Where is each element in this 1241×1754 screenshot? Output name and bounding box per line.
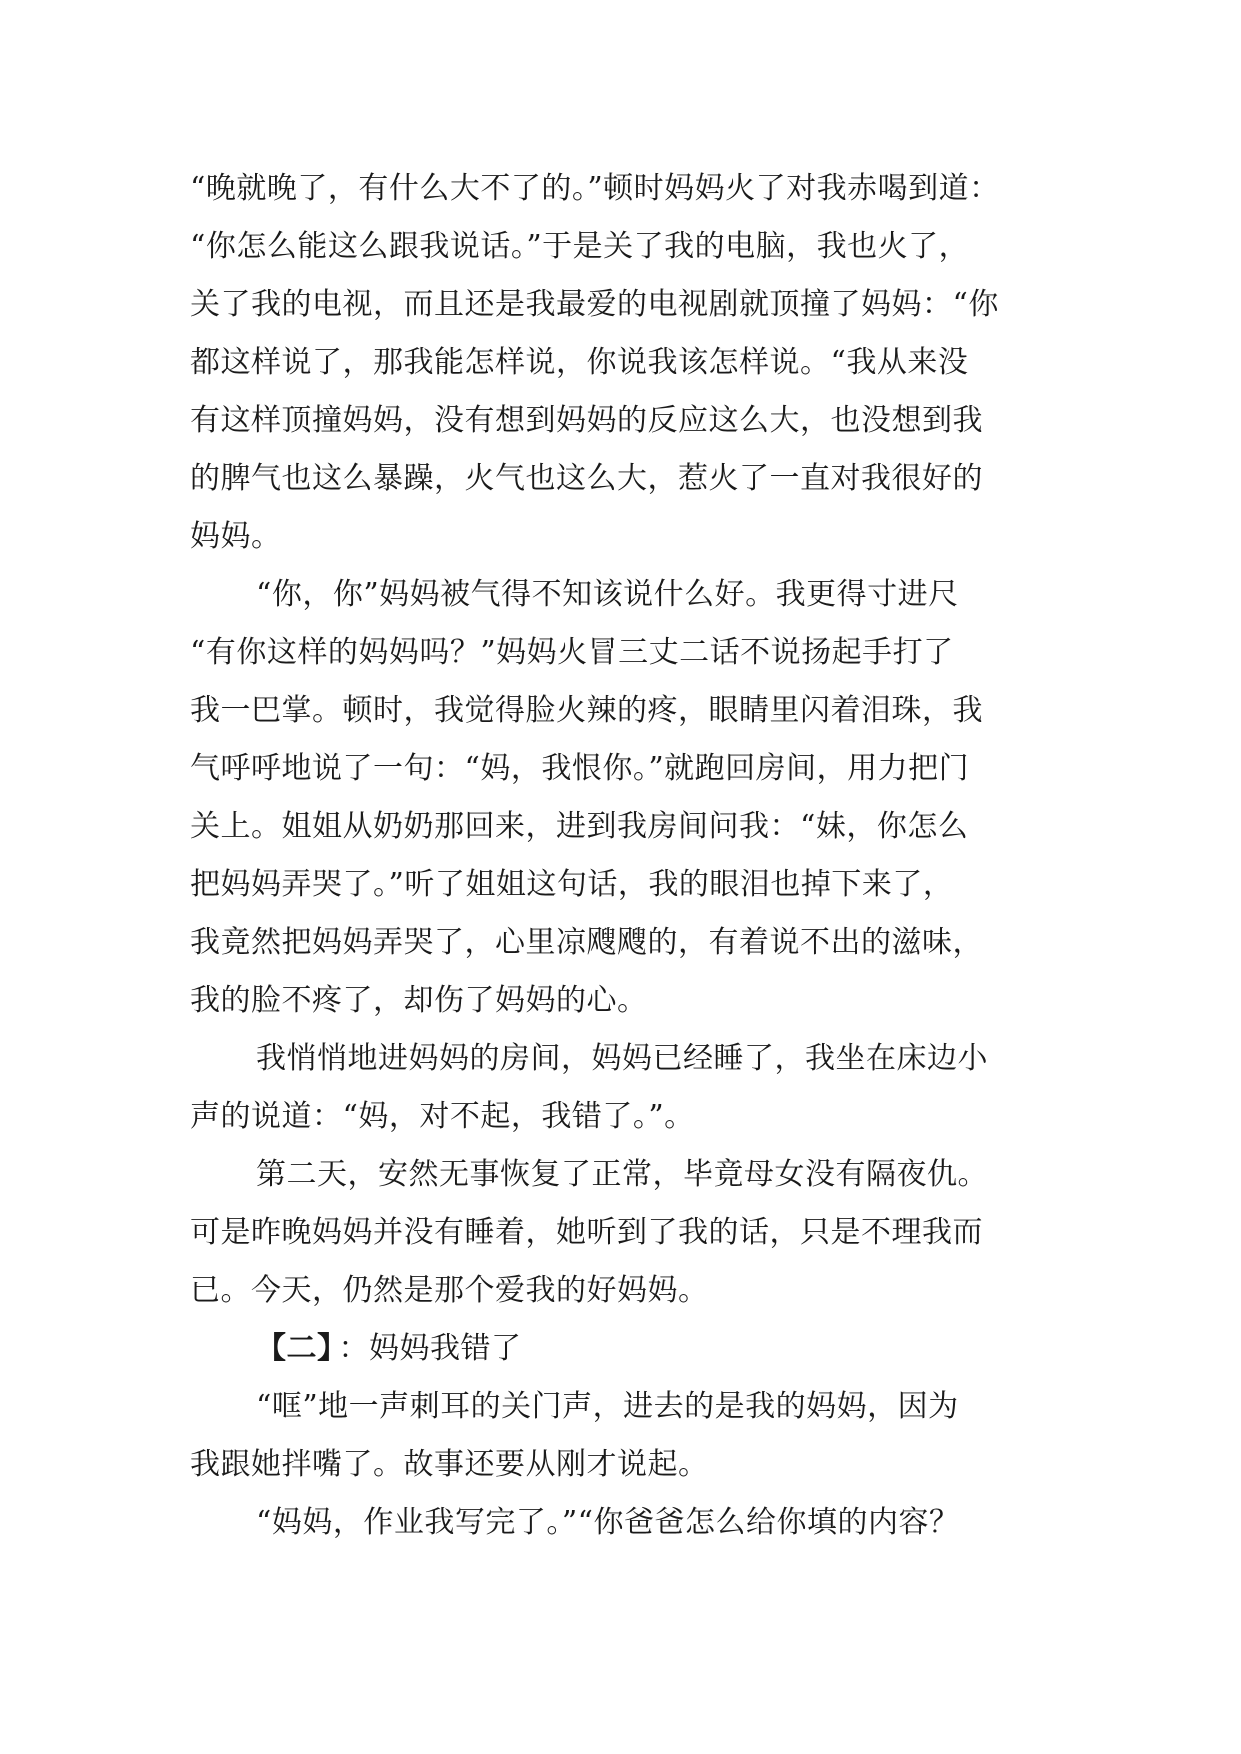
section-title: ：妈妈我错了 bbox=[338, 1331, 522, 1366]
text-line: 妈妈。 bbox=[190, 519, 282, 554]
text-line: 已。今天，仍然是那个爱我的好妈妈。 bbox=[190, 1273, 709, 1308]
section-number: 【二】 bbox=[256, 1331, 333, 1366]
text-line: 有这样顶撞妈妈，没有想到妈妈的反应这么大，也没想到我 bbox=[190, 403, 983, 438]
text-line: 可是昨晚妈妈并没有睡着，她听到了我的话，只是不理我而 bbox=[190, 1215, 983, 1250]
text-line: 关了我的电视，而且还是我最爱的电视剧就顶撞了妈妈：“你 bbox=[190, 287, 999, 322]
text-line: 关上。姐姐从奶奶那回来，进到我房间问我：“妹，你怎么 bbox=[190, 809, 969, 844]
text-line: 我悄悄地进妈妈的房间，妈妈已经睡了，我坐在床边小 bbox=[256, 1041, 988, 1076]
text-line: 的脾气也这么暴躁，火气也这么大，惹火了一直对我很好的 bbox=[190, 461, 983, 496]
text-line: 我跟她拌嘴了。故事还要从刚才说起。 bbox=[190, 1447, 709, 1482]
text-line: 气呼呼地说了一句：“妈，我恨你。”就跑回房间，用力把门 bbox=[190, 751, 970, 786]
text-line: 我的脸不疼了，却伤了妈妈的心。 bbox=[190, 983, 648, 1018]
text-line: 把妈妈弄哭了。”听了姐姐这句话，我的眼泪也掉下来了， bbox=[190, 867, 954, 902]
text-line: “晚就晚了，有什么大不了的。”顿时妈妈火了对我赤喝到道： bbox=[190, 171, 1000, 206]
text-line: 第二天，安然无事恢复了正常，毕竟母女没有隔夜仇。 bbox=[256, 1157, 988, 1192]
text-line: “你怎么能这么跟我说话。”于是关了我的电脑，我也火了， bbox=[190, 229, 970, 264]
text-line: 都这样说了，那我能怎样说，你说我该怎样说。“我从来没 bbox=[190, 345, 969, 380]
text-line: 我一巴掌。顿时，我觉得脸火辣的疼，眼睛里闪着泪珠，我 bbox=[190, 693, 983, 728]
section-heading bbox=[190, 1320, 1070, 1378]
text-line: 声的说道：“妈，对不起，我错了。”。 bbox=[190, 1099, 695, 1134]
text-line: 我竟然把妈妈弄哭了，心里凉飕飕的，有着说不出的滋味， bbox=[190, 925, 983, 960]
text-line: “妈妈，作业我写完了。”“你爸爸怎么给你填的内容？ bbox=[256, 1505, 960, 1540]
text-line: “哐”地一声刺耳的关门声，进去的是我的妈妈，因为 bbox=[256, 1389, 959, 1424]
text-line: “你，你”妈妈被气得不知该说什么好。我更得寸进尺 bbox=[256, 577, 959, 612]
text-line: “有你这样的妈妈吗？”妈妈火冒三丈二话不说扬起手打了 bbox=[190, 635, 954, 670]
document-body bbox=[190, 160, 1070, 1552]
